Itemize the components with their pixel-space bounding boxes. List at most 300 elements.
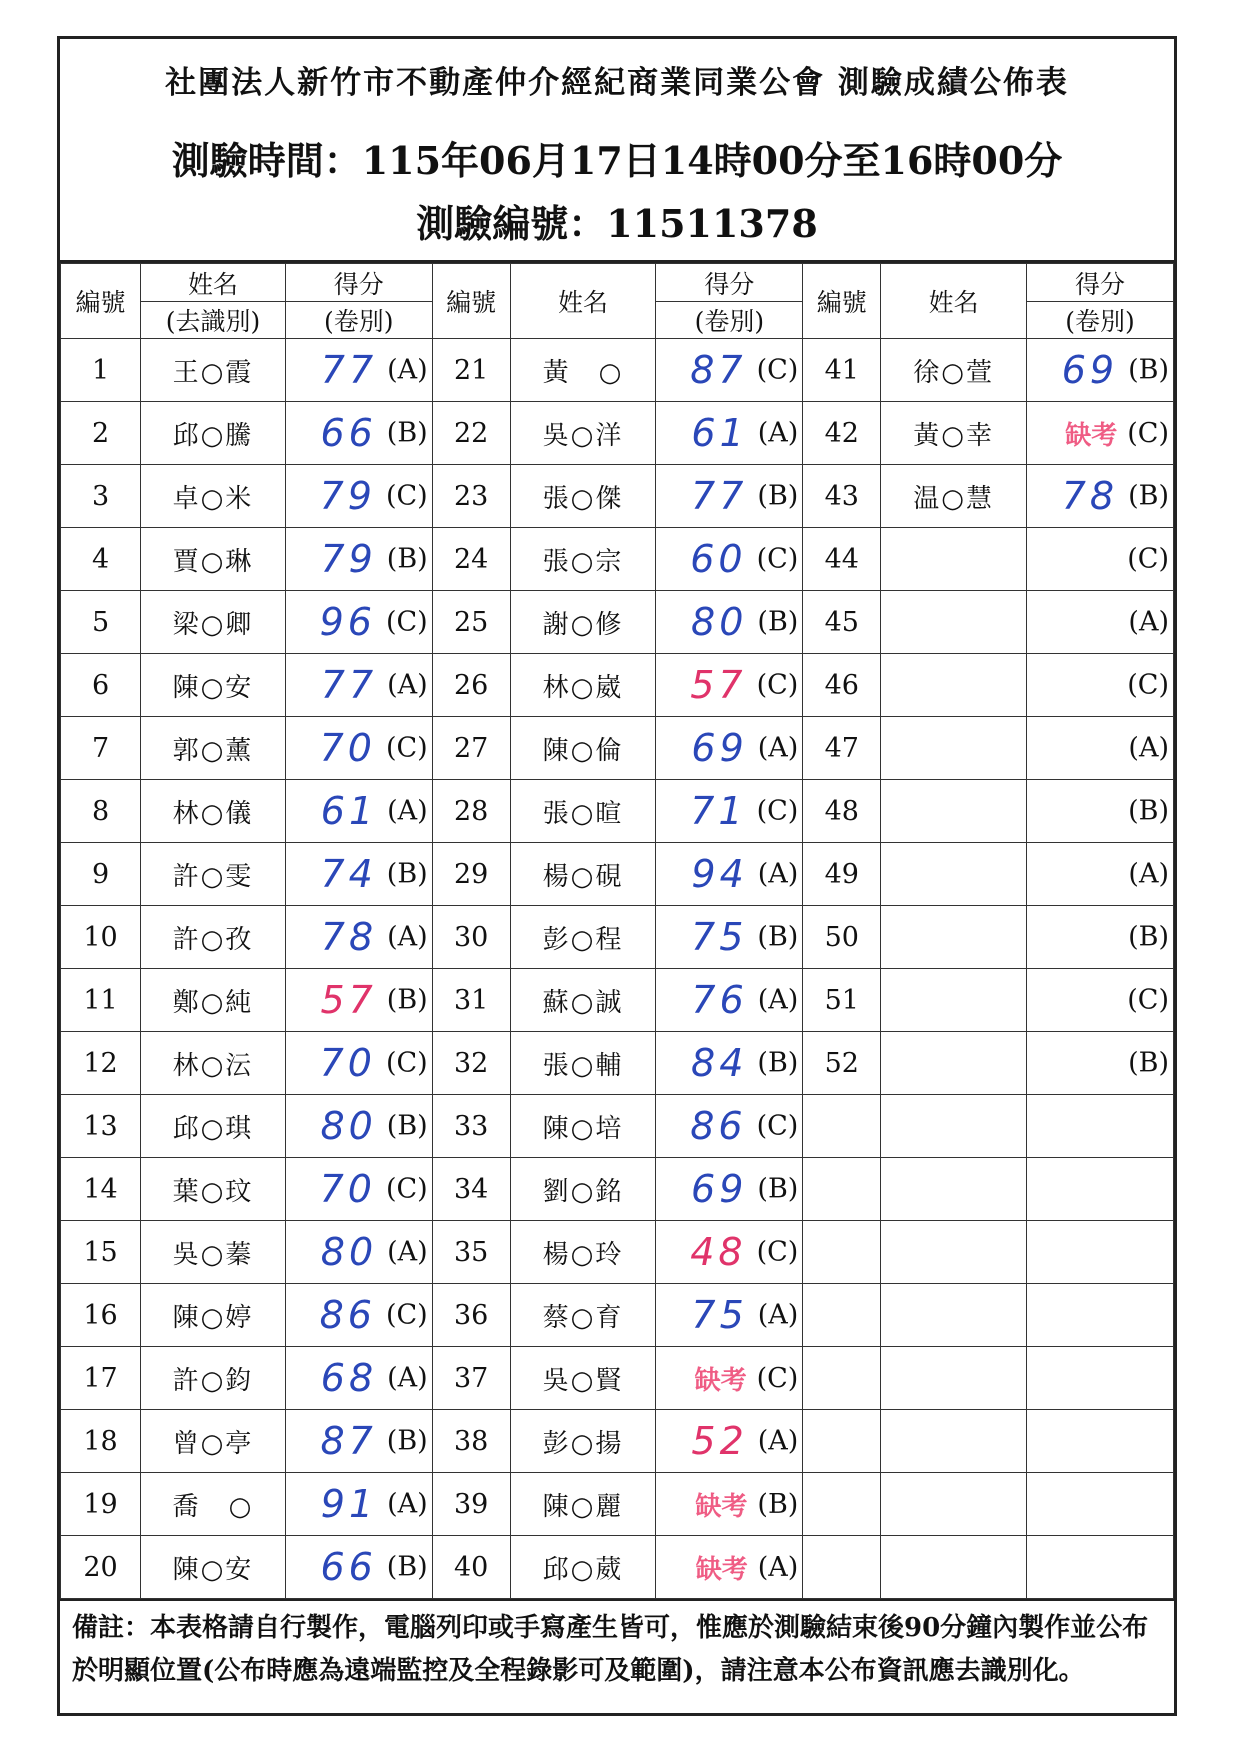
entry-name: 徐○萱 (881, 339, 1027, 402)
entry-score-cell (656, 528, 803, 591)
entry-score-cell (656, 465, 803, 528)
entry-score-cell (285, 1095, 432, 1158)
entry-number: 33 (432, 1095, 510, 1158)
entry-number (803, 1410, 881, 1473)
col-header-score-sub: (卷別) (656, 301, 802, 338)
paper-version: (C) (756, 795, 799, 827)
paper-version: (A) (757, 1299, 799, 1331)
entry-number (803, 1473, 881, 1536)
entry-name (881, 1032, 1027, 1095)
entry-name: 陳○麗 (510, 1473, 656, 1536)
entry-score-cell (285, 906, 432, 969)
entry-name: 蔡○育 (510, 1284, 656, 1347)
entry-number: 52 (803, 1032, 881, 1095)
entry-name: 陳○婷 (141, 1284, 286, 1347)
col-header-no: 編號 (432, 264, 510, 339)
handwritten-score: 91 (320, 1482, 378, 1526)
handwritten-score: 87 (690, 348, 747, 392)
entry-score-cell (285, 339, 432, 402)
entry-score-cell (1027, 1221, 1174, 1284)
entry-name: 賈○琳 (141, 528, 286, 591)
entry-number: 32 (432, 1032, 510, 1095)
paper-version: (B) (1128, 1047, 1169, 1079)
paper-version: (A) (757, 732, 799, 764)
entry-number: 43 (803, 465, 881, 528)
table-row (61, 402, 1174, 465)
entry-number: 35 (432, 1221, 510, 1284)
handwritten-score: 94 (691, 852, 748, 896)
entry-name (881, 1221, 1027, 1284)
entry-number: 19 (61, 1473, 141, 1536)
entry-number: 2 (61, 402, 141, 465)
entry-number: 16 (61, 1284, 141, 1347)
paper-version: (B) (1128, 354, 1169, 386)
entry-number: 23 (432, 465, 510, 528)
entry-name (881, 591, 1027, 654)
entry-number (803, 1221, 881, 1284)
entry-name: 許○雯 (141, 843, 286, 906)
entry-score-cell (285, 717, 432, 780)
entry-score-cell (656, 1347, 803, 1410)
table-row (61, 1347, 1174, 1410)
col-header-score (656, 264, 803, 339)
handwritten-score: 96 (319, 600, 376, 644)
paper-version: (B) (386, 1425, 428, 1457)
table-row (61, 1221, 1174, 1284)
entry-number (803, 1095, 881, 1158)
entry-number: 50 (803, 906, 881, 969)
entry-name (881, 528, 1027, 591)
paper-version: (A) (387, 669, 428, 701)
paper-version: (B) (757, 1047, 799, 1079)
score-table (60, 263, 1174, 1599)
entry-name: 王○霞 (141, 339, 286, 402)
entry-number: 28 (432, 780, 510, 843)
entry-number: 37 (432, 1347, 510, 1410)
entry-score-cell (1027, 1473, 1174, 1536)
handwritten-score: 76 (691, 978, 748, 1022)
entry-name: 吳○賢 (510, 1347, 656, 1410)
entry-number: 24 (432, 528, 510, 591)
entry-name: 陳○安 (141, 1536, 286, 1599)
entry-score-cell (1027, 1095, 1174, 1158)
entry-name: 卓○米 (141, 465, 286, 528)
table-row (61, 1473, 1174, 1536)
handwritten-score: 78 (320, 915, 378, 959)
entry-name (881, 717, 1027, 780)
handwritten-score: 68 (320, 1356, 378, 1400)
entry-number: 51 (803, 969, 881, 1032)
col-header-score-label: 得分 (333, 270, 384, 299)
table-row (61, 1410, 1174, 1473)
entry-name (881, 843, 1027, 906)
col-header-score-sub: (卷別) (286, 301, 432, 338)
entry-name: 許○孜 (141, 906, 286, 969)
handwritten-score: 57 (690, 663, 747, 707)
entry-number (803, 1284, 881, 1347)
entry-score-cell (656, 906, 803, 969)
entry-number: 11 (61, 969, 141, 1032)
table-row (61, 591, 1174, 654)
entry-name (881, 1347, 1027, 1410)
entry-score-cell (656, 1095, 803, 1158)
entry-name (881, 1473, 1027, 1536)
entry-name: 張○傑 (510, 465, 656, 528)
table-row (61, 1284, 1174, 1347)
entry-score-cell (656, 1032, 803, 1095)
entry-score-cell (285, 1032, 432, 1095)
col-header-name-sub: (去識別) (141, 301, 285, 338)
paper-version: (A) (1128, 858, 1169, 890)
entry-score-cell (285, 1410, 432, 1473)
entry-number: 21 (432, 339, 510, 402)
paper-version: (B) (757, 606, 799, 638)
entry-number: 40 (432, 1536, 510, 1599)
entry-name: 邱○騰 (141, 402, 286, 465)
entry-name: 曾○亭 (141, 1410, 286, 1473)
entry-name: 梁○卿 (141, 591, 286, 654)
exam-code: 測驗編號：11511378 (416, 201, 818, 246)
col-header-score-sub: (卷別) (1027, 301, 1173, 338)
entry-name: 楊○硯 (510, 843, 656, 906)
entry-number: 5 (61, 591, 141, 654)
table-row (61, 339, 1174, 402)
col-header-score-label: 得分 (704, 270, 755, 299)
entry-number: 39 (432, 1473, 510, 1536)
paper-version: (A) (387, 795, 428, 827)
entry-score-cell (1027, 1410, 1174, 1473)
entry-name: 張○暄 (510, 780, 656, 843)
entry-score-cell (1027, 339, 1174, 402)
entry-number: 31 (432, 969, 510, 1032)
paper-version: (C) (756, 1236, 799, 1268)
paper-version: (A) (757, 1425, 799, 1457)
entry-score-cell (1027, 1347, 1174, 1410)
paper-version: (B) (1128, 921, 1169, 953)
entry-score-cell (1027, 591, 1174, 654)
handwritten-score: 66 (320, 1545, 377, 1589)
entry-name: 許○鈞 (141, 1347, 286, 1410)
paper-version: (C) (1127, 984, 1169, 1016)
entry-score-cell (1027, 528, 1174, 591)
entry-score-cell (656, 1536, 803, 1599)
paper-version: (C) (756, 1110, 799, 1142)
table-row (61, 843, 1174, 906)
entry-name: 吳○洋 (510, 402, 656, 465)
entry-number: 9 (61, 843, 141, 906)
paper-version: (C) (385, 1047, 428, 1079)
entry-score-cell (285, 528, 432, 591)
entry-number: 30 (432, 906, 510, 969)
entry-score-cell (656, 1284, 803, 1347)
entry-name: 黃 ○ (510, 339, 656, 402)
paper-version: (A) (387, 1362, 428, 1394)
paper-version: (B) (386, 1551, 428, 1583)
entry-name: 鄭○純 (141, 969, 286, 1032)
entry-name: 陳○培 (510, 1095, 656, 1158)
handwritten-score: 86 (319, 1293, 376, 1337)
handwritten-score: 80 (320, 1230, 378, 1274)
handwritten-score: 77 (320, 663, 378, 707)
handwritten-score: 87 (320, 1419, 377, 1463)
handwritten-score: 69 (691, 726, 748, 770)
entry-number: 45 (803, 591, 881, 654)
table-row (61, 780, 1174, 843)
table-row (61, 717, 1174, 780)
handwritten-score: 48 (690, 1230, 747, 1274)
entry-name: 林○儀 (141, 780, 286, 843)
handwritten-score: 52 (691, 1419, 748, 1463)
handwritten-score: 69 (1061, 348, 1119, 392)
entry-number: 47 (803, 717, 881, 780)
entry-score-cell (285, 1347, 432, 1410)
col-header-score-label: 得分 (1075, 270, 1126, 299)
entry-score-cell (1027, 1284, 1174, 1347)
entry-name (881, 780, 1027, 843)
score-sheet (57, 36, 1177, 1716)
entry-score-cell (285, 465, 432, 528)
entry-score-cell (656, 591, 803, 654)
entry-name (881, 1536, 1027, 1599)
paper-version: (C) (756, 1362, 799, 1394)
handwritten-score: 75 (691, 915, 748, 959)
entry-number: 15 (61, 1221, 141, 1284)
paper-version: (C) (756, 354, 799, 386)
entry-score-cell (285, 780, 432, 843)
entry-name (881, 1284, 1027, 1347)
entry-number: 49 (803, 843, 881, 906)
col-header-name-label: 姓名 (187, 270, 238, 299)
paper-version: (C) (1127, 543, 1169, 575)
entry-name (881, 654, 1027, 717)
handwritten-score: 70 (319, 1167, 376, 1211)
entry-score-cell (1027, 843, 1174, 906)
paper-version: (A) (757, 858, 799, 890)
col-header-score (285, 264, 432, 339)
entry-number: 25 (432, 591, 510, 654)
paper-version: (A) (757, 1551, 799, 1583)
paper-version: (C) (385, 732, 428, 764)
entry-score-cell (656, 969, 803, 1032)
table-row (61, 1536, 1174, 1599)
entry-number: 46 (803, 654, 881, 717)
entry-number: 17 (61, 1347, 141, 1410)
entry-name: 郭○薰 (141, 717, 286, 780)
handwritten-score: 69 (691, 1167, 748, 1211)
paper-version: (A) (757, 417, 799, 449)
entry-number: 22 (432, 402, 510, 465)
entry-name: 張○宗 (510, 528, 656, 591)
paper-version: (C) (385, 1299, 428, 1331)
paper-version: (A) (387, 354, 428, 386)
entry-name (881, 906, 1027, 969)
absent-stamp: 缺考 (1065, 420, 1118, 451)
entry-number (803, 1158, 881, 1221)
entry-name (881, 1158, 1027, 1221)
entry-score-cell (285, 1536, 432, 1599)
entry-name (881, 1410, 1027, 1473)
paper-version: (C) (1127, 669, 1169, 701)
entry-name (881, 969, 1027, 1032)
paper-version: (A) (1128, 732, 1169, 764)
handwritten-score: 77 (691, 474, 748, 518)
entry-score-cell (1027, 1536, 1174, 1599)
entry-number: 26 (432, 654, 510, 717)
entry-score-cell (656, 402, 803, 465)
entry-number: 1 (61, 339, 141, 402)
handwritten-score: 71 (690, 789, 747, 833)
sheet-title: 社團法人新竹市不動產仲介經紀商業同業公會 測驗成績公佈表 (165, 65, 1069, 101)
entry-score-cell (285, 1221, 432, 1284)
entry-name: 張○輔 (510, 1032, 656, 1095)
col-header-name: 姓名 (510, 264, 656, 339)
paper-version: (C) (385, 606, 428, 638)
table-body (61, 339, 1174, 1599)
entry-name: 彭○揚 (510, 1410, 656, 1473)
table-row (61, 1158, 1174, 1221)
paper-version: (B) (757, 1173, 799, 1205)
entry-name: 吳○蓁 (141, 1221, 286, 1284)
paper-version: (C) (756, 669, 799, 701)
paper-version: (C) (1127, 417, 1169, 449)
handwritten-score: 79 (320, 537, 377, 581)
paper-version: (A) (387, 1488, 428, 1520)
remark-note: 備註：本表格請自行製作，電腦列印或手寫產生皆可，惟應於測驗結束後90分鐘內製作並公布於明顯位置(公布時應為遠端監控及全程錄影可及範圍)，請注意本公布資訊應去識別化。 (60, 1599, 1174, 1693)
entry-name: 陳○安 (141, 654, 286, 717)
paper-version: (C) (756, 543, 799, 575)
paper-version: (B) (1128, 795, 1169, 827)
paper-version: (B) (757, 921, 799, 953)
absent-stamp: 缺考 (695, 1491, 748, 1522)
paper-version: (A) (757, 984, 799, 1016)
entry-score-cell (1027, 1032, 1174, 1095)
entry-score-cell (1027, 1158, 1174, 1221)
entry-number: 14 (61, 1158, 141, 1221)
paper-version: (B) (757, 480, 799, 512)
handwritten-score: 70 (319, 726, 376, 770)
paper-version: (B) (386, 984, 428, 1016)
paper-version: (B) (386, 858, 428, 890)
paper-version: (A) (387, 921, 428, 953)
entry-score-cell (285, 402, 432, 465)
entry-number: 8 (61, 780, 141, 843)
table-row (61, 654, 1174, 717)
entry-name: 邱○葳 (510, 1536, 656, 1599)
entry-number: 7 (61, 717, 141, 780)
handwritten-score: 70 (319, 1041, 376, 1085)
paper-version: (A) (1128, 606, 1169, 638)
paper-version: (B) (386, 1110, 428, 1142)
entry-number: 36 (432, 1284, 510, 1347)
entry-number: 44 (803, 528, 881, 591)
entry-name: 彭○程 (510, 906, 656, 969)
entry-number: 27 (432, 717, 510, 780)
table-row (61, 528, 1174, 591)
handwritten-score: 80 (691, 600, 748, 644)
entry-number (803, 1347, 881, 1410)
table-row (61, 465, 1174, 528)
entry-score-cell (656, 780, 803, 843)
entry-name: 謝○修 (510, 591, 656, 654)
entry-name: 喬 ○ (141, 1473, 286, 1536)
entry-number: 38 (432, 1410, 510, 1473)
handwritten-score: 74 (320, 852, 377, 896)
entry-number: 6 (61, 654, 141, 717)
sheet-header (60, 39, 1174, 263)
entry-name: 邱○琪 (141, 1095, 286, 1158)
col-header-name: 姓名 (881, 264, 1027, 339)
entry-number: 42 (803, 402, 881, 465)
entry-score-cell (1027, 780, 1174, 843)
paper-version: (B) (386, 417, 428, 449)
paper-version: (B) (757, 1488, 799, 1520)
table-row (61, 906, 1174, 969)
entry-number: 10 (61, 906, 141, 969)
entry-name: 林○沄 (141, 1032, 286, 1095)
entry-number: 3 (61, 465, 141, 528)
entry-number: 34 (432, 1158, 510, 1221)
col-header-no: 編號 (803, 264, 881, 339)
handwritten-score: 61 (691, 411, 748, 455)
entry-score-cell (1027, 654, 1174, 717)
paper-version: (C) (385, 480, 428, 512)
entry-number (803, 1536, 881, 1599)
entry-name: 葉○玟 (141, 1158, 286, 1221)
absent-stamp: 缺考 (694, 1365, 747, 1396)
entry-number: 41 (803, 339, 881, 402)
entry-score-cell (656, 1158, 803, 1221)
entry-number: 12 (61, 1032, 141, 1095)
entry-name (881, 1095, 1027, 1158)
entry-name: 劉○銘 (510, 1158, 656, 1221)
entry-score-cell (656, 1410, 803, 1473)
absent-stamp: 缺考 (695, 1554, 748, 1585)
entry-score-cell (656, 339, 803, 402)
entry-score-cell (1027, 402, 1174, 465)
entry-score-cell (285, 1284, 432, 1347)
paper-version: (A) (387, 1236, 428, 1268)
exam-time: 測驗時間：115年06月17日14時00分至16時00分 (171, 138, 1063, 183)
entry-name: 楊○玲 (510, 1221, 656, 1284)
paper-version: (B) (386, 543, 428, 575)
handwritten-score: 60 (690, 537, 747, 581)
entry-score-cell (285, 654, 432, 717)
entry-score-cell (656, 717, 803, 780)
col-header-no: 編號 (61, 264, 141, 339)
col-header-score (1027, 264, 1174, 339)
handwritten-score: 79 (319, 474, 376, 518)
col-header-name (141, 264, 286, 339)
handwritten-score: 84 (691, 1041, 748, 1085)
handwritten-score: 77 (320, 348, 378, 392)
entry-score-cell (285, 1473, 432, 1536)
entry-score-cell (285, 969, 432, 1032)
paper-version: (C) (385, 1173, 428, 1205)
entry-number: 29 (432, 843, 510, 906)
handwritten-score: 86 (690, 1104, 747, 1148)
entry-number: 13 (61, 1095, 141, 1158)
table-header-row (61, 264, 1174, 339)
entry-score-cell (1027, 465, 1174, 528)
entry-number: 48 (803, 780, 881, 843)
entry-score-cell (285, 591, 432, 654)
entry-score-cell (656, 654, 803, 717)
entry-name: 陳○倫 (510, 717, 656, 780)
entry-score-cell (285, 1158, 432, 1221)
entry-score-cell (285, 843, 432, 906)
entry-name: 林○崴 (510, 654, 656, 717)
handwritten-score: 78 (1061, 474, 1119, 518)
